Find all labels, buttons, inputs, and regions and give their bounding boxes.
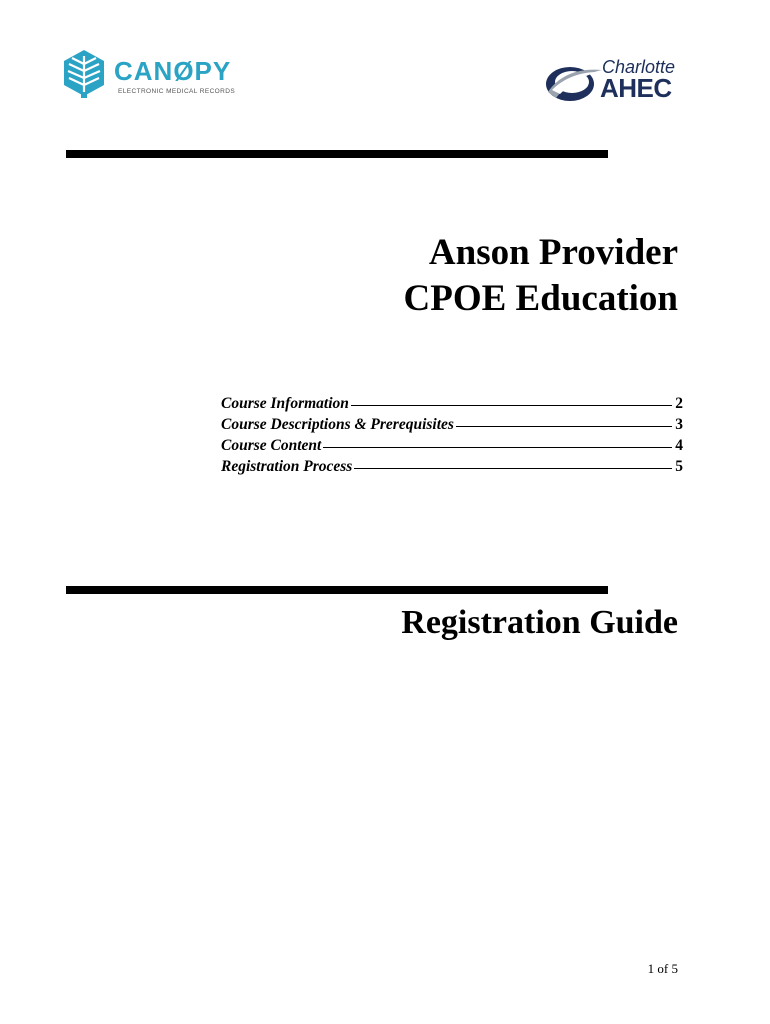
toc-entry-page: 4 bbox=[675, 437, 683, 454]
ahec-swoosh-icon bbox=[544, 60, 604, 104]
toc-entry[interactable] bbox=[221, 456, 683, 477]
toc-entry-page: 5 bbox=[675, 458, 683, 475]
charlotte-ahec-logo bbox=[544, 58, 676, 104]
toc-entry-page: 2 bbox=[675, 395, 683, 412]
toc-leader-line bbox=[354, 468, 672, 469]
section-title: Registration Guide bbox=[401, 604, 678, 641]
table-of-contents bbox=[221, 393, 683, 477]
toc-entry-page: 3 bbox=[675, 416, 683, 433]
document-title-line-2: CPOE Education bbox=[403, 278, 678, 319]
canopy-logo bbox=[62, 48, 236, 100]
document-title-line-1: Anson Provider bbox=[428, 232, 678, 273]
toc-entry[interactable] bbox=[221, 393, 683, 414]
toc-leader-line bbox=[351, 405, 672, 406]
top-divider-rule bbox=[66, 150, 608, 158]
toc-leader-line bbox=[323, 447, 672, 448]
ahec-name-label: AHEC bbox=[600, 73, 672, 103]
canopy-tree-icon bbox=[62, 48, 106, 100]
middle-divider-rule bbox=[66, 586, 608, 594]
toc-entry-label: Course Content bbox=[221, 437, 322, 454]
canopy-wordmark: CANØPY bbox=[114, 56, 232, 86]
toc-leader-line bbox=[456, 426, 672, 427]
toc-entry-label: Course Information bbox=[221, 395, 349, 412]
page-number: 1 of 5 bbox=[647, 961, 678, 976]
toc-entry[interactable] bbox=[221, 414, 683, 435]
toc-entry-label: Course Descriptions & Prerequisites bbox=[221, 416, 454, 433]
canopy-tagline: ELECTRONIC MEDICAL RECORDS bbox=[118, 88, 236, 95]
ahec-city-label: Charlotte bbox=[602, 57, 676, 77]
toc-entry-label: Registration Process bbox=[221, 458, 353, 475]
toc-entry[interactable] bbox=[221, 435, 683, 456]
